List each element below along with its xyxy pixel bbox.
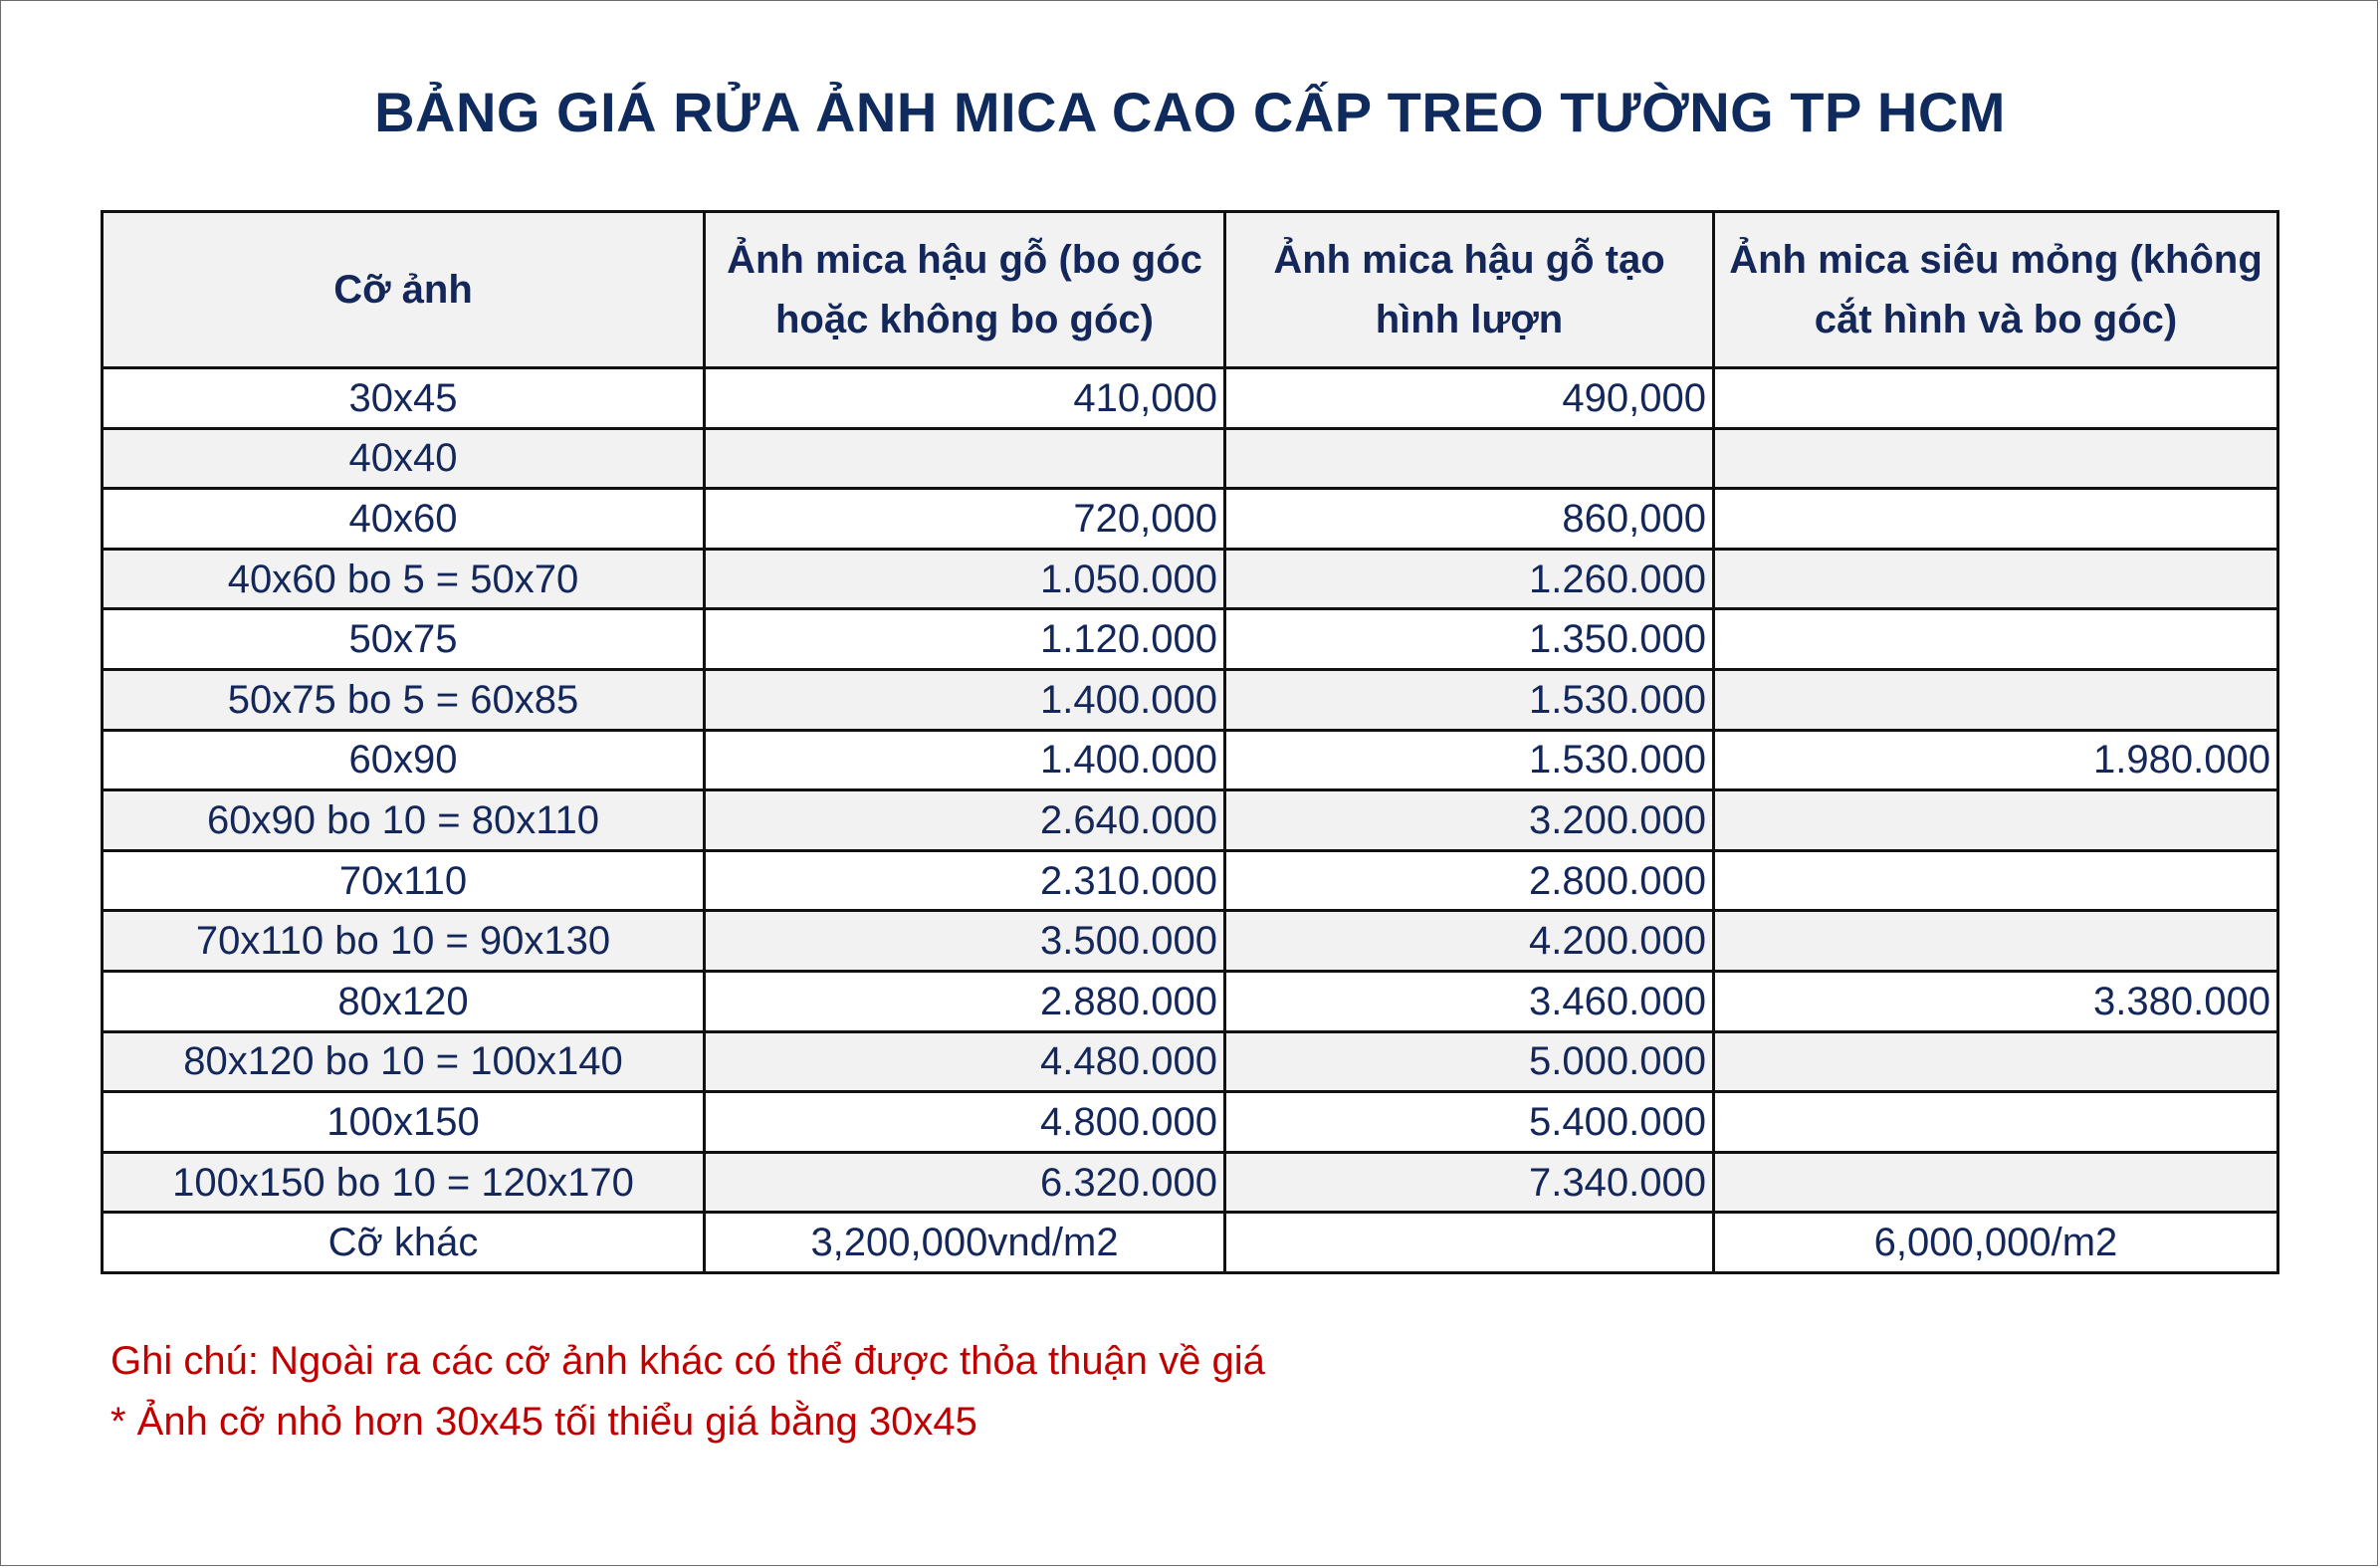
cell-mica-wood-back: 3.500.000	[705, 911, 1225, 972]
note-line: * Ảnh cỡ nhỏ hơn 30x45 tối thiểu giá bằng 30x45	[110, 1400, 977, 1444]
cell-mica-ultra-thin: 3.380.000	[1714, 971, 2278, 1031]
table-row	[103, 850, 2278, 911]
table-row	[103, 730, 2278, 790]
table-row	[103, 790, 2278, 851]
cell-mica-wood-back: 4.800.000	[705, 1092, 1225, 1153]
cell-mica-ultra-thin	[1714, 1152, 2278, 1213]
table-row	[103, 368, 2278, 429]
cell-size: 70x110 bo 10 = 90x130	[103, 911, 705, 972]
cell-mica-ultra-thin	[1714, 1031, 2278, 1092]
cell-mica-ultra-thin	[1714, 428, 2278, 489]
cell-mica-wood-back	[705, 428, 1225, 489]
cell-size: 50x75 bo 5 = 60x85	[103, 669, 705, 730]
cell-mica-ultra-thin: 6,000,000/m2	[1714, 1213, 2278, 1273]
table-row	[103, 1152, 2278, 1213]
table-body	[103, 368, 2278, 1273]
cell-mica-ultra-thin	[1714, 609, 2278, 670]
cell-mica-wood-back: 410,000	[705, 368, 1225, 429]
cell-mica-wood-back: 4.480.000	[705, 1031, 1225, 1092]
cell-mica-ultra-thin	[1714, 549, 2278, 609]
price-table	[101, 210, 2279, 1274]
cell-mica-wood-back: 2.640.000	[705, 790, 1225, 851]
table-row	[103, 489, 2278, 550]
cell-mica-wood-shaped: 5.000.000	[1225, 1031, 1714, 1092]
cell-size: 30x45	[103, 368, 705, 429]
cell-size: 40x40	[103, 428, 705, 489]
cell-mica-wood-shaped: 7.340.000	[1225, 1152, 1714, 1213]
cell-mica-wood-shaped: 4.200.000	[1225, 911, 1714, 972]
cell-mica-wood-shaped	[1225, 1213, 1714, 1273]
cell-mica-wood-shaped: 490,000	[1225, 368, 1714, 429]
table-row	[103, 428, 2278, 489]
cell-size: 80x120 bo 10 = 100x140	[103, 1031, 705, 1092]
cell-mica-wood-shaped: 1.260.000	[1225, 549, 1714, 609]
table-row	[103, 911, 2278, 972]
cell-size: 60x90 bo 10 = 80x110	[103, 790, 705, 851]
cell-mica-wood-shaped: 3.200.000	[1225, 790, 1714, 851]
cell-mica-wood-back: 1.400.000	[705, 669, 1225, 730]
cell-size: 60x90	[103, 730, 705, 790]
cell-size: 100x150 bo 10 = 120x170	[103, 1152, 705, 1213]
cell-mica-wood-back: 6.320.000	[705, 1152, 1225, 1213]
header-mica-wood-shaped: Ảnh mica hậu gỗ tạo hình lượn	[1225, 212, 1714, 368]
table-row	[103, 1031, 2278, 1092]
table-row	[103, 669, 2278, 730]
cell-mica-wood-shaped: 3.460.000	[1225, 971, 1714, 1031]
cell-mica-ultra-thin	[1714, 911, 2278, 972]
cell-mica-ultra-thin	[1714, 669, 2278, 730]
cell-mica-wood-back: 1.400.000	[705, 730, 1225, 790]
table-row	[103, 609, 2278, 670]
table-row-other-size	[103, 1213, 2278, 1273]
cell-mica-wood-shaped: 2.800.000	[1225, 850, 1714, 911]
cell-size: 40x60 bo 5 = 50x70	[103, 549, 705, 609]
cell-mica-wood-back: 2.880.000	[705, 971, 1225, 1031]
notes	[110, 1331, 1265, 1453]
table-row	[103, 1092, 2278, 1153]
cell-mica-wood-back: 1.050.000	[705, 549, 1225, 609]
table-row	[103, 549, 2278, 609]
cell-size: 80x120	[103, 971, 705, 1031]
cell-mica-wood-shaped: 1.350.000	[1225, 609, 1714, 670]
table-header-row	[103, 212, 2278, 368]
cell-mica-wood-shaped: 1.530.000	[1225, 669, 1714, 730]
cell-mica-ultra-thin: 1.980.000	[1714, 730, 2278, 790]
cell-mica-wood-back: 720,000	[705, 489, 1225, 550]
cell-mica-wood-shaped: 860,000	[1225, 489, 1714, 550]
cell-mica-ultra-thin	[1714, 368, 2278, 429]
cell-mica-ultra-thin	[1714, 1092, 2278, 1153]
cell-mica-ultra-thin	[1714, 790, 2278, 851]
cell-size: 100x150	[103, 1092, 705, 1153]
header-mica-ultra-thin: Ảnh mica siêu mỏng (không cắt hình và bo góc)	[1714, 212, 2278, 368]
cell-size: 70x110	[103, 850, 705, 911]
cell-size: 40x60	[103, 489, 705, 550]
cell-mica-ultra-thin	[1714, 850, 2278, 911]
page-title: BẢNG GIÁ RỬA ẢNH MICA CAO CẤP TREO TƯỜNG TP HCM	[374, 81, 2006, 143]
cell-mica-wood-shaped: 5.400.000	[1225, 1092, 1714, 1153]
header-mica-wood-back: Ảnh mica hậu gỗ (bo góc hoặc không bo góc)	[705, 212, 1225, 368]
cell-mica-wood-back: 1.120.000	[705, 609, 1225, 670]
cell-mica-ultra-thin	[1714, 489, 2278, 550]
table-row	[103, 971, 2278, 1031]
cell-mica-wood-shaped: 1.530.000	[1225, 730, 1714, 790]
cell-size: Cỡ khác	[103, 1213, 705, 1273]
cell-mica-wood-back: 3,200,000vnd/m2	[705, 1213, 1225, 1273]
cell-size: 50x75	[103, 609, 705, 670]
note-line: Ghi chú: Ngoài ra các cỡ ảnh khác có thể được thỏa thuận về giá	[110, 1339, 1265, 1383]
cell-mica-wood-back: 2.310.000	[705, 850, 1225, 911]
header-size: Cỡ ảnh	[103, 212, 705, 368]
cell-mica-wood-shaped	[1225, 428, 1714, 489]
